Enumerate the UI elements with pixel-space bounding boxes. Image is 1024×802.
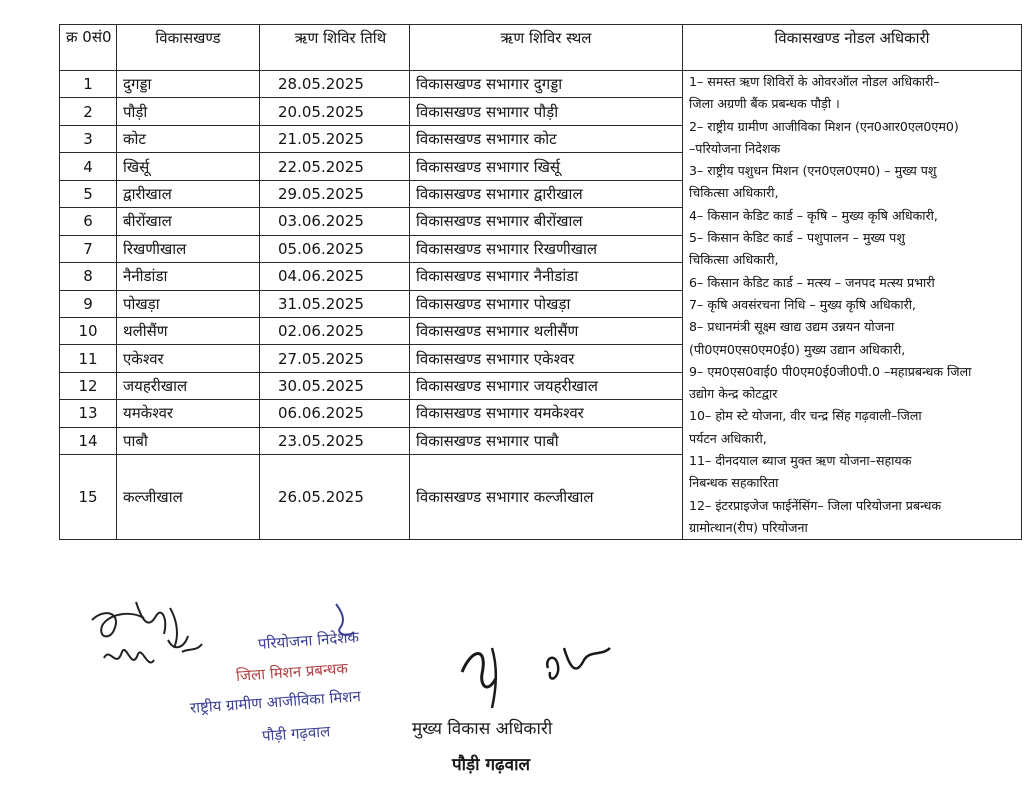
camp-date: 02.06.2025 xyxy=(260,317,410,344)
camp-venue: विकासखण्ड सभागार एकेश्वर xyxy=(410,345,683,372)
header-development-block: विकासखण्ड xyxy=(117,25,260,71)
block-name: खिर्सू xyxy=(117,153,260,180)
serial-number: 3 xyxy=(60,125,117,152)
camp-date: 03.06.2025 xyxy=(260,208,410,235)
nodal-line: 8– प्रधानमंत्री सूक्ष्म खाद्य उद्यम उन्नयन योजना xyxy=(689,319,895,335)
nodal-line: 2– राष्ट्रीय ग्रामीण आजीविका मिशन (एन0आर0एल0एम0) xyxy=(689,118,959,134)
table-row xyxy=(60,71,1022,98)
nodal-line: 9– एम0एस0वाई0 पी0एम0ई0जी0पी.0 –महाप्रबन्धक जिला xyxy=(689,363,972,379)
nodal-line: –परियोजना निदेशक xyxy=(689,140,781,156)
nodal-line: जिला अग्रणी बैंक प्रबन्धक पौड़ी । xyxy=(689,96,840,112)
block-name: थलीसैंण xyxy=(117,317,260,344)
camp-venue: विकासखण्ड सभागार कोट xyxy=(410,125,683,152)
serial-number: 13 xyxy=(60,400,117,427)
block-name: पौड़ी xyxy=(117,98,260,125)
serial-number: 7 xyxy=(60,235,117,262)
header-row xyxy=(60,25,1022,71)
block-name: रिखणीखाल xyxy=(117,235,260,262)
serial-number: 12 xyxy=(60,372,117,399)
nodal-line: 4– किसान केडिट कार्ड – कृषि – मुख्य कृषि अधिकारी, xyxy=(689,207,938,223)
nodal-line: 7– कृषि अवसंरचना निधि – मुख्य कृषि अधिकारी, xyxy=(689,296,917,312)
nodal-line: 3– राष्ट्रीय पशुधन मिशन (एन0एल0एम0) – मुख्य पशु xyxy=(689,163,937,179)
nodal-line: निबन्धक सहकारिता xyxy=(689,475,779,491)
camp-venue: विकासखण्ड सभागार जयहरीखाल xyxy=(410,372,683,399)
camp-venue: विकासखण्ड सभागार पौड़ी xyxy=(410,98,683,125)
camp-venue: विकासखण्ड सभागार पाबौ xyxy=(410,427,683,454)
nodal-line: चिकित्सा अधिकारी, xyxy=(689,185,779,201)
camp-venue: विकासखण्ड सभागार नैनीडांडा xyxy=(410,263,683,290)
block-name: दुगड्डा xyxy=(117,71,260,98)
camp-date: 20.05.2025 xyxy=(260,98,410,125)
serial-number: 5 xyxy=(60,180,117,207)
camp-date: 06.06.2025 xyxy=(260,400,410,427)
stamp-line-1: परियोजना निदेशक xyxy=(257,627,360,653)
camp-date: 23.05.2025 xyxy=(260,427,410,454)
camp-date: 05.06.2025 xyxy=(260,235,410,262)
nodal-line: उद्योग केन्द्र कोटद्वार xyxy=(689,386,778,402)
nodal-line: 12– इंटरप्राइजेज फाईनेंसिंग– जिला परियोजना प्रबन्धक xyxy=(689,497,942,513)
camp-venue: विकासखण्ड सभागार दुगड्डा xyxy=(410,71,683,98)
officer-place: पौड़ी गढ़वाल xyxy=(452,755,530,775)
block-name: बीरोंखाल xyxy=(117,208,260,235)
serial-number: 4 xyxy=(60,153,117,180)
camp-venue: विकासखण्ड सभागार रिखणीखाल xyxy=(410,235,683,262)
camp-date: 22.05.2025 xyxy=(260,153,410,180)
camp-date: 04.06.2025 xyxy=(260,263,410,290)
stamp-line-2: जिला मिशन प्रबन्धक xyxy=(235,659,349,685)
stamp-line-4: पौड़ी गढ़वाल xyxy=(261,722,331,745)
block-name: कोट xyxy=(117,125,260,152)
header-camp-venue: ऋण शिविर स्थल xyxy=(410,25,683,71)
nodal-line: 6– किसान केडिट कार्ड – मत्स्य – जनपद मत्स्य प्रभारी xyxy=(689,274,935,290)
camp-venue: विकासखण्ड सभागार द्वारीखाल xyxy=(410,180,683,207)
nodal-line: ग्रामोत्थान(रीप) परियोजना xyxy=(689,519,808,535)
nodal-line: 1– समस्त ऋण शिविरों के ओवरऑल नोडल अधिकारी– xyxy=(689,74,940,89)
loan-camp-schedule-table xyxy=(59,24,1022,540)
nodal-line: पर्यटन अधिकारी, xyxy=(689,430,767,446)
camp-date: 30.05.2025 xyxy=(260,372,410,399)
nodal-line: 5– किसान केडिट कार्ड – पशुपालन – मुख्य पशु xyxy=(689,230,905,246)
nodal-line: चिकित्सा अधिकारी, xyxy=(689,252,779,268)
camp-venue: विकासखण्ड सभागार थलीसैंण xyxy=(410,317,683,344)
serial-number: 10 xyxy=(60,317,117,344)
block-name: एकेश्वर xyxy=(117,345,260,372)
header-camp-date: ऋण शिविर तिथि xyxy=(260,25,410,71)
serial-number: 6 xyxy=(60,208,117,235)
block-name: कल्जीखाल xyxy=(117,455,260,540)
header-nodal-officer: विकासखण्ड नोडल अधिकारी xyxy=(683,25,1022,71)
block-name: नैनीडांडा xyxy=(117,263,260,290)
officer-title: मुख्य विकास अधिकारी xyxy=(412,719,553,739)
camp-venue: विकासखण्ड सभागार यमकेश्वर xyxy=(410,400,683,427)
camp-date: 28.05.2025 xyxy=(260,71,410,98)
camp-date: 31.05.2025 xyxy=(260,290,410,317)
camp-venue: विकासखण्ड सभागार पोखड़ा xyxy=(410,290,683,317)
block-name: द्वारीखाल xyxy=(117,180,260,207)
serial-number: 9 xyxy=(60,290,117,317)
nodal-line: 10– होम स्टे योजना, वीर चन्द्र सिंह गढ़वाली–जिला xyxy=(689,408,922,424)
serial-number: 8 xyxy=(60,263,117,290)
camp-venue: विकासखण्ड सभागार खिर्सू xyxy=(410,153,683,180)
camp-date: 26.05.2025 xyxy=(260,455,410,540)
serial-number: 2 xyxy=(60,98,117,125)
block-name: पोखड़ा xyxy=(117,290,260,317)
camp-venue: विकासखण्ड सभागार कल्जीखाल xyxy=(410,455,683,540)
header-serial-number: क्र 0सं0 xyxy=(60,25,117,71)
camp-venue: विकासखण्ड सभागार बीरोंखाल xyxy=(410,208,683,235)
camp-date: 29.05.2025 xyxy=(260,180,410,207)
block-name: यमकेश्वर xyxy=(117,400,260,427)
stamp-line-3: राष्ट्रीय ग्रामीण आजीविका मिशन xyxy=(189,687,362,717)
camp-date: 27.05.2025 xyxy=(260,345,410,372)
serial-number: 11 xyxy=(60,345,117,372)
nodal-line: 11– दीनदयाल ब्याज मुक्त ऋण योजना–सहायक xyxy=(689,453,912,469)
block-name: पाबौ xyxy=(117,427,260,454)
handwritten-signature-right xyxy=(452,628,622,718)
nodal-line: (पी0एम0एस0एम0ई0) मुख्य उद्यान अधिकारी, xyxy=(689,341,906,357)
camp-date: 21.05.2025 xyxy=(260,125,410,152)
serial-number: 15 xyxy=(60,455,117,540)
handwritten-signature-left xyxy=(84,590,214,690)
nodal-officer-list xyxy=(683,71,1022,540)
block-name: जयहरीखाल xyxy=(117,372,260,399)
serial-number: 14 xyxy=(60,427,117,454)
serial-number: 1 xyxy=(60,71,117,98)
